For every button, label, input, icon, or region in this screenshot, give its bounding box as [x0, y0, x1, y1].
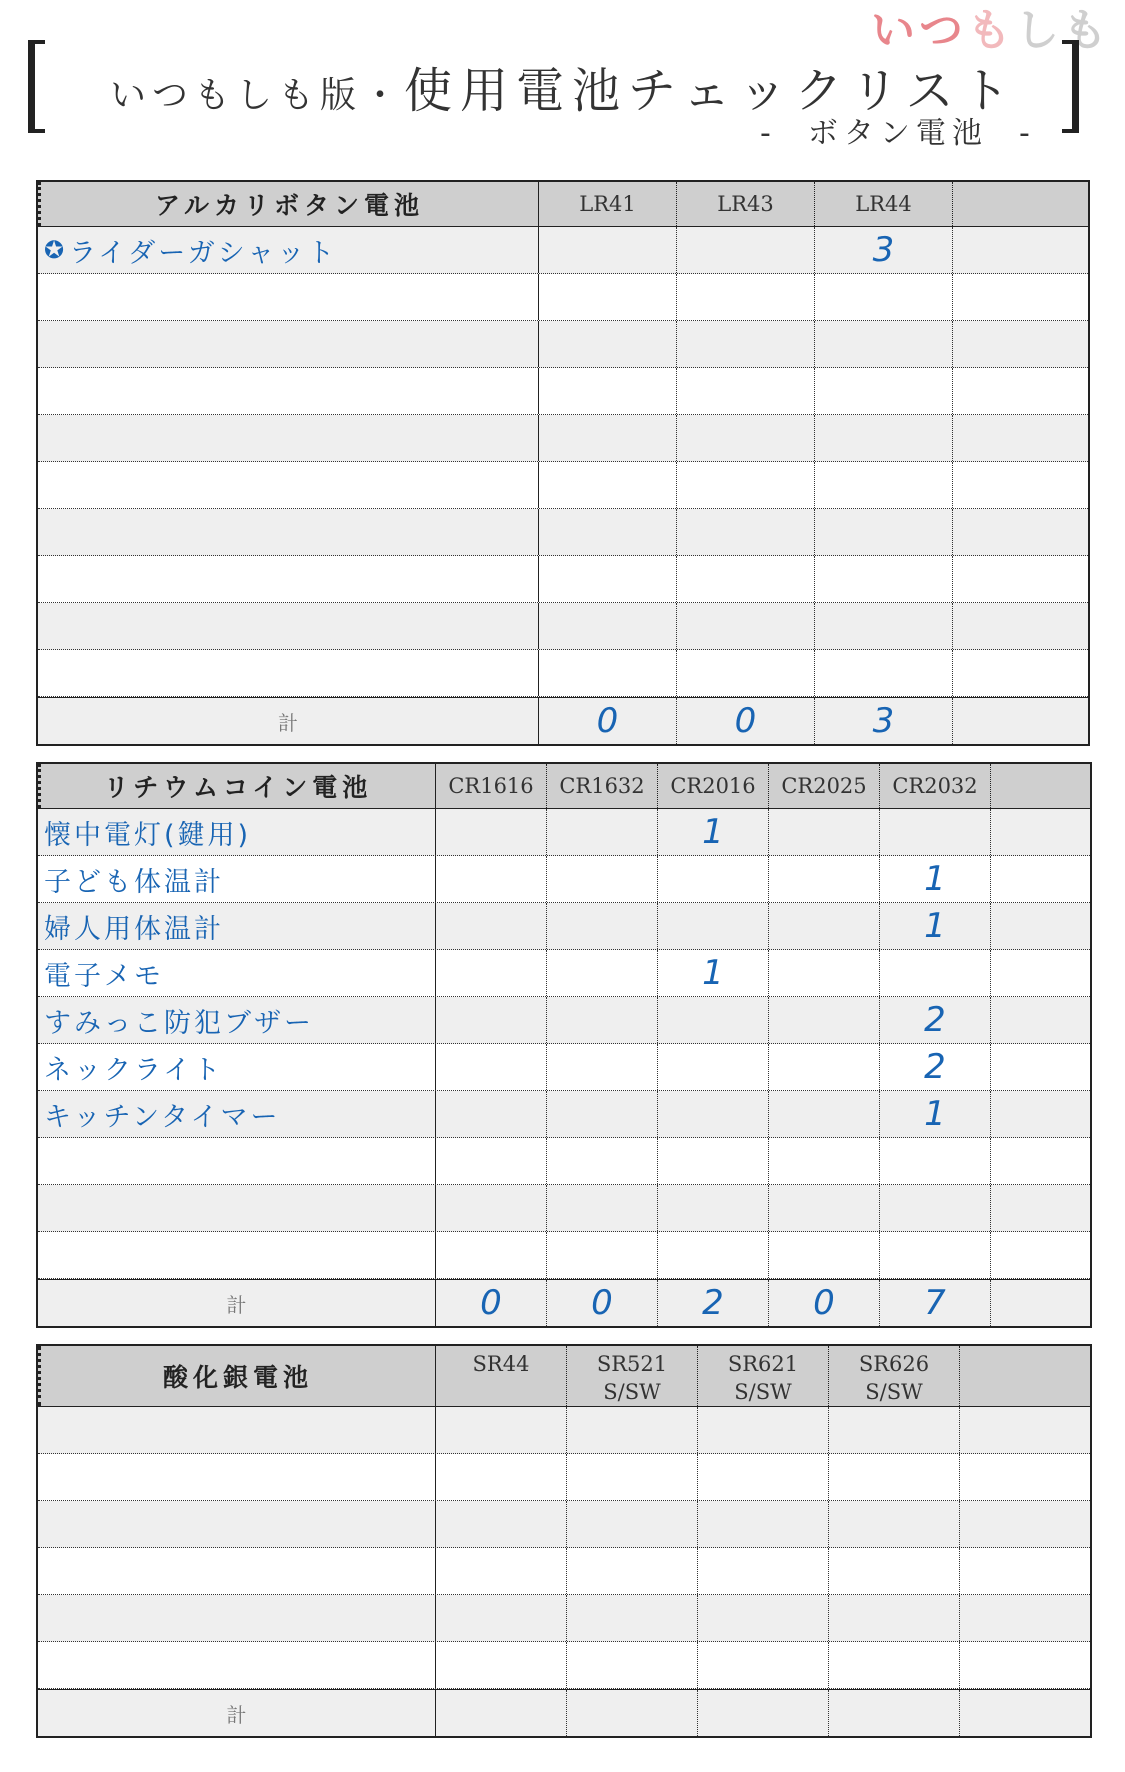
count-cell[interactable] [814, 368, 952, 414]
count-cell[interactable] [879, 809, 990, 855]
count-cell[interactable] [566, 1454, 697, 1500]
count-cell[interactable]: 1 [879, 1091, 990, 1137]
alkaline-header-row [38, 182, 1088, 227]
device-name-cell[interactable] [38, 1501, 435, 1547]
device-name: すみっこ防犯ブザー [44, 1007, 314, 1039]
silver-table-title: 酸化銀電池 [38, 1346, 435, 1406]
count-cell[interactable] [676, 650, 814, 696]
count-cell[interactable] [546, 1044, 657, 1090]
logo-char: し [1015, 5, 1063, 56]
device-name-cell[interactable] [38, 1454, 435, 1500]
table-row [38, 1548, 1090, 1595]
device-name-cell[interactable] [38, 997, 435, 1043]
table-row [38, 1407, 1090, 1454]
count-cell[interactable] [546, 1091, 657, 1137]
count-cell[interactable] [879, 1185, 990, 1231]
count-cell[interactable] [435, 950, 546, 996]
count-cell[interactable] [828, 1548, 959, 1594]
count-cell[interactable] [952, 368, 1084, 414]
title-main: 使用電池チェックリスト [404, 63, 1018, 119]
column-header: CR2016 [657, 764, 768, 808]
count-cell[interactable] [566, 1642, 697, 1688]
count-cell[interactable] [990, 1044, 1086, 1090]
count-cell[interactable]: 1 [657, 809, 768, 855]
count-cell[interactable] [546, 809, 657, 855]
device-name: キッチンタイマー [44, 1101, 281, 1133]
device-name-cell[interactable] [38, 950, 435, 996]
count-cell[interactable] [959, 1501, 1086, 1547]
count-cell[interactable] [657, 856, 768, 902]
count-cell[interactable] [435, 1548, 566, 1594]
title-prefix: いつもしも版・ [110, 75, 405, 116]
device-name: 子ども体温計 [44, 866, 224, 898]
table-row [38, 603, 1088, 650]
count-cell[interactable] [768, 903, 879, 949]
count-cell[interactable] [538, 227, 676, 273]
device-name: 懐中電灯(鍵用) [44, 819, 252, 851]
title-bracket-right [1062, 40, 1079, 133]
count-cell[interactable] [538, 556, 676, 602]
total-cell: 0 [676, 698, 814, 744]
count-cell[interactable] [828, 1501, 959, 1547]
count-cell[interactable] [676, 274, 814, 320]
count-cell[interactable] [676, 462, 814, 508]
table-row [38, 903, 1090, 950]
device-name-cell[interactable] [38, 1595, 435, 1641]
device-name-cell[interactable] [38, 650, 538, 696]
logo-char: も [967, 5, 1015, 56]
count-cell[interactable] [435, 1044, 546, 1090]
alkaline-total-row [38, 697, 1088, 744]
device-name-cell[interactable] [38, 856, 435, 902]
lithium-table-title: リチウムコイン電池 [38, 764, 435, 808]
count-cell[interactable] [435, 1138, 546, 1184]
column-header: SR521 S/SW [566, 1346, 697, 1406]
count-cell[interactable] [814, 462, 952, 508]
table-row [38, 650, 1088, 697]
total-cell [959, 1690, 1086, 1736]
silver-header-row [38, 1346, 1090, 1407]
table-row [38, 462, 1088, 509]
count-cell[interactable] [959, 1548, 1086, 1594]
device-name-cell[interactable] [38, 368, 538, 414]
device-name-cell[interactable] [38, 1185, 435, 1231]
count-cell[interactable] [768, 950, 879, 996]
page-subtitle: - ボタン電池 - [760, 116, 1036, 151]
device-name: 電子メモ [44, 960, 164, 992]
device-name-cell[interactable] [38, 509, 538, 555]
count-cell[interactable] [435, 1501, 566, 1547]
table-row [38, 509, 1088, 556]
count-cell[interactable] [879, 950, 990, 996]
alkaline-battery-table [36, 180, 1090, 746]
count-cell[interactable] [990, 1185, 1086, 1231]
count-cell[interactable] [959, 1454, 1086, 1500]
count-cell[interactable] [538, 650, 676, 696]
count-cell[interactable] [697, 1642, 828, 1688]
count-cell[interactable]: 2 [879, 997, 990, 1043]
total-cell [566, 1690, 697, 1736]
count-cell[interactable] [768, 856, 879, 902]
count-cell[interactable] [697, 1595, 828, 1641]
table-row [38, 1642, 1090, 1689]
table-row [38, 368, 1088, 415]
count-cell[interactable] [952, 556, 1084, 602]
count-cell[interactable] [814, 603, 952, 649]
count-cell[interactable] [538, 603, 676, 649]
total-label: 計 [226, 1292, 247, 1317]
count-cell[interactable] [879, 1232, 990, 1278]
count-cell[interactable]: 1 [879, 856, 990, 902]
count-cell[interactable] [657, 1091, 768, 1137]
count-cell[interactable] [676, 321, 814, 367]
count-cell[interactable] [768, 809, 879, 855]
count-cell[interactable] [676, 368, 814, 414]
count-cell[interactable] [952, 321, 1084, 367]
table-row [38, 1232, 1090, 1279]
silver-oxide-battery-table [36, 1344, 1092, 1738]
column-header [952, 182, 1084, 226]
count-cell[interactable] [657, 1044, 768, 1090]
count-cell[interactable] [435, 1185, 546, 1231]
count-cell[interactable] [538, 368, 676, 414]
device-name-cell[interactable] [38, 227, 538, 273]
table-row [38, 556, 1088, 603]
device-name-cell[interactable] [38, 556, 538, 602]
logo-char: い [871, 5, 919, 56]
count-cell[interactable] [538, 415, 676, 461]
alkaline-table-title: アルカリボタン電池 [38, 182, 538, 226]
count-cell[interactable] [828, 1595, 959, 1641]
count-cell[interactable] [959, 1642, 1086, 1688]
device-name-cell[interactable] [38, 1548, 435, 1594]
count-cell[interactable] [435, 1091, 546, 1137]
count-cell[interactable] [566, 1407, 697, 1453]
count-cell[interactable] [435, 856, 546, 902]
total-cell [697, 1690, 828, 1736]
lithium-coin-battery-table [36, 762, 1092, 1328]
logo-char: つ [919, 5, 967, 56]
column-header: CR1616 [435, 764, 546, 808]
total-cell: 0 [546, 1280, 657, 1326]
count-cell[interactable] [768, 1138, 879, 1184]
table-row [38, 950, 1090, 997]
column-header: SR621 S/SW [697, 1346, 828, 1406]
column-header [990, 764, 1086, 808]
device-name-cell[interactable] [38, 1138, 435, 1184]
column-header: SR44 [435, 1346, 566, 1406]
count-cell[interactable] [768, 1185, 879, 1231]
table-row [38, 856, 1090, 903]
count-cell[interactable] [538, 321, 676, 367]
count-cell[interactable] [814, 650, 952, 696]
count-cell[interactable] [990, 903, 1086, 949]
table-row [38, 1138, 1090, 1185]
table-row [38, 809, 1090, 856]
table-row [38, 274, 1088, 321]
count-cell[interactable] [768, 1091, 879, 1137]
device-name-cell[interactable] [38, 1044, 435, 1090]
total-cell: 0 [768, 1280, 879, 1326]
table-row [38, 227, 1088, 274]
count-cell[interactable] [546, 1232, 657, 1278]
count-cell[interactable] [952, 462, 1084, 508]
count-cell[interactable] [952, 509, 1084, 555]
table-row [38, 1595, 1090, 1642]
count-cell[interactable] [546, 856, 657, 902]
count-cell[interactable] [768, 1044, 879, 1090]
device-name-cell[interactable] [38, 462, 538, 508]
count-cell[interactable] [697, 1501, 828, 1547]
total-cell: 2 [657, 1280, 768, 1326]
count-cell[interactable] [990, 1091, 1086, 1137]
count-cell[interactable] [657, 997, 768, 1043]
count-cell[interactable] [435, 903, 546, 949]
total-cell [435, 1690, 566, 1736]
count-cell[interactable] [566, 1595, 697, 1641]
count-cell[interactable] [538, 509, 676, 555]
count-cell[interactable] [990, 950, 1086, 996]
count-cell[interactable] [676, 509, 814, 555]
count-cell[interactable] [990, 1138, 1086, 1184]
total-cell [828, 1690, 959, 1736]
count-cell[interactable] [546, 1185, 657, 1231]
column-header: CR1632 [546, 764, 657, 808]
count-cell[interactable] [566, 1501, 697, 1547]
total-cell: 0 [538, 698, 676, 744]
count-cell[interactable] [952, 603, 1084, 649]
column-header: SR626 S/SW [828, 1346, 959, 1406]
count-cell[interactable] [676, 227, 814, 273]
count-cell[interactable] [814, 556, 952, 602]
total-cell [952, 698, 1084, 744]
count-cell[interactable] [814, 415, 952, 461]
count-cell[interactable] [657, 1185, 768, 1231]
table-row [38, 1091, 1090, 1138]
count-cell[interactable] [990, 856, 1086, 902]
total-label: 計 [226, 1702, 247, 1727]
column-header: LR43 [676, 182, 814, 226]
count-cell[interactable] [435, 1407, 566, 1453]
column-header: LR41 [538, 182, 676, 226]
table-row [38, 1501, 1090, 1548]
count-cell[interactable] [657, 903, 768, 949]
lithium-header-row [38, 764, 1090, 809]
count-cell[interactable] [959, 1595, 1086, 1641]
table-row [38, 997, 1090, 1044]
count-cell[interactable] [879, 1138, 990, 1184]
column-header: CR2025 [768, 764, 879, 808]
count-cell[interactable] [828, 1642, 959, 1688]
table-row [38, 1185, 1090, 1232]
table-row [38, 321, 1088, 368]
table-row [38, 1454, 1090, 1501]
column-header [959, 1346, 1086, 1406]
count-cell[interactable] [546, 950, 657, 996]
count-cell[interactable] [657, 1138, 768, 1184]
lithium-total-row [38, 1279, 1090, 1326]
device-name-cell[interactable] [38, 274, 538, 320]
column-header: CR2032 [879, 764, 990, 808]
count-cell[interactable] [768, 997, 879, 1043]
count-cell[interactable]: 1 [879, 903, 990, 949]
count-cell[interactable] [952, 274, 1084, 320]
count-cell[interactable] [814, 274, 952, 320]
logo-char: も [1063, 5, 1111, 56]
count-cell[interactable] [435, 997, 546, 1043]
count-cell[interactable] [990, 1232, 1086, 1278]
count-cell[interactable] [546, 997, 657, 1043]
count-cell[interactable]: 2 [879, 1044, 990, 1090]
table-row [38, 415, 1088, 462]
count-cell[interactable] [952, 227, 1084, 273]
count-cell[interactable] [435, 1642, 566, 1688]
device-name-cell[interactable] [38, 1091, 435, 1137]
count-cell[interactable] [566, 1548, 697, 1594]
count-cell[interactable] [814, 509, 952, 555]
device-name-cell[interactable] [38, 1232, 435, 1278]
device-name: 婦人用体温計 [44, 913, 224, 945]
device-name-cell[interactable] [38, 415, 538, 461]
count-cell[interactable] [435, 809, 546, 855]
count-cell[interactable] [814, 321, 952, 367]
count-cell[interactable] [538, 462, 676, 508]
device-name-cell[interactable] [38, 809, 435, 855]
total-cell: 0 [435, 1280, 546, 1326]
count-cell[interactable] [435, 1595, 566, 1641]
count-cell[interactable] [828, 1407, 959, 1453]
device-name-cell[interactable] [38, 603, 538, 649]
count-cell[interactable] [546, 1138, 657, 1184]
count-cell[interactable] [697, 1454, 828, 1500]
count-cell[interactable]: 3 [814, 227, 952, 273]
device-name: ネックライト [44, 1054, 224, 1086]
count-cell[interactable] [676, 556, 814, 602]
count-cell[interactable] [657, 1232, 768, 1278]
total-cell: 7 [879, 1280, 990, 1326]
star-icon: ✪ [44, 236, 68, 264]
count-cell[interactable] [676, 603, 814, 649]
device-name-cell[interactable] [38, 321, 538, 367]
total-cell: 3 [814, 698, 952, 744]
table-row [38, 1044, 1090, 1091]
total-label: 計 [278, 710, 298, 735]
count-cell[interactable] [546, 903, 657, 949]
column-header: LR44 [814, 182, 952, 226]
count-cell[interactable] [697, 1407, 828, 1453]
count-cell[interactable] [990, 809, 1086, 855]
count-cell[interactable] [828, 1454, 959, 1500]
title-bracket-left [28, 40, 45, 133]
silver-total-row [38, 1689, 1090, 1736]
total-cell [990, 1280, 1086, 1326]
device-name-cell[interactable] [38, 1642, 435, 1688]
count-cell[interactable] [538, 274, 676, 320]
count-cell[interactable] [990, 997, 1086, 1043]
count-cell[interactable] [697, 1548, 828, 1594]
count-cell[interactable] [959, 1407, 1086, 1453]
count-cell[interactable] [435, 1454, 566, 1500]
count-cell[interactable] [768, 1232, 879, 1278]
device-name: ライダーガシャット [69, 237, 338, 269]
count-cell[interactable] [676, 415, 814, 461]
device-name-cell[interactable] [38, 903, 435, 949]
count-cell[interactable] [952, 650, 1084, 696]
device-name-cell[interactable] [38, 1407, 435, 1453]
count-cell[interactable] [435, 1232, 546, 1278]
count-cell[interactable] [952, 415, 1084, 461]
count-cell[interactable]: 1 [657, 950, 768, 996]
